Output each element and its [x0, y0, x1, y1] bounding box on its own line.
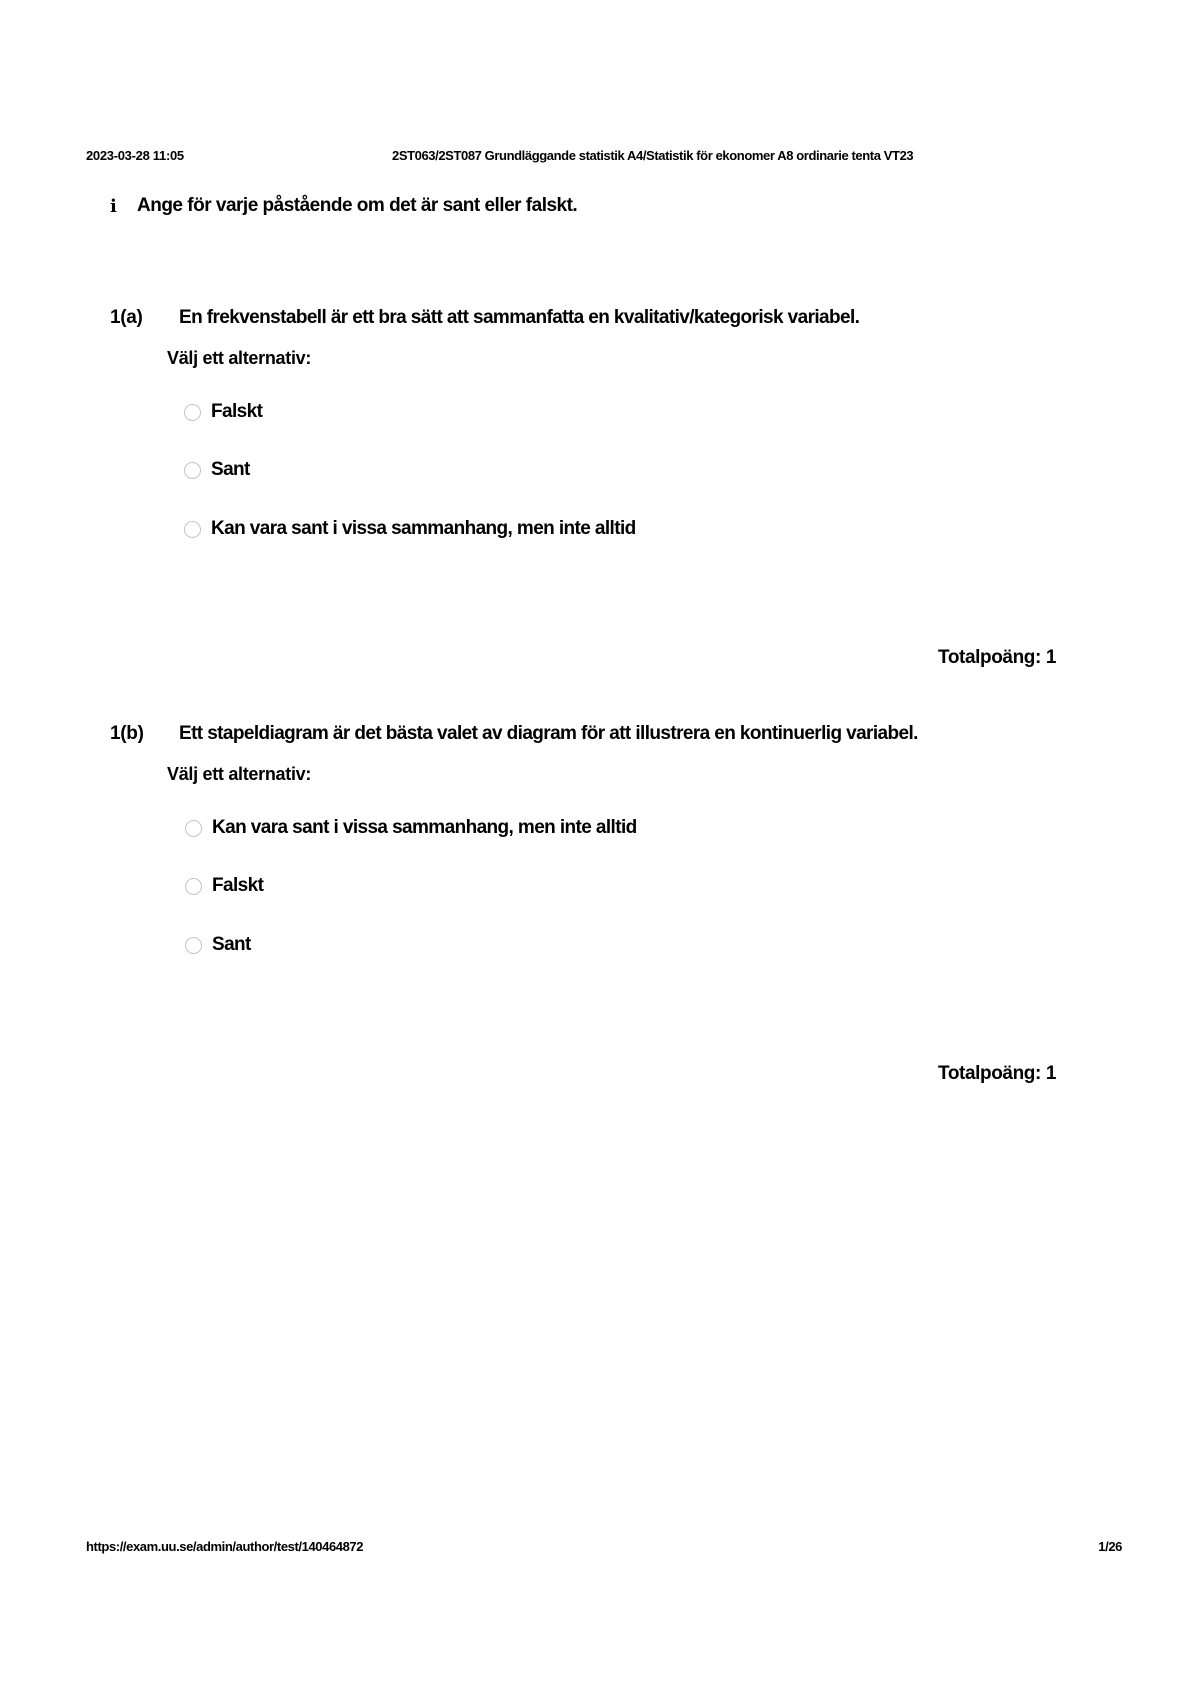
radio-button[interactable] [184, 404, 201, 421]
radio-button[interactable] [185, 878, 202, 895]
option-label: Falskt [211, 401, 263, 422]
option-label: Kan vara sant i vissa sammanhang, men inte alltid [211, 518, 636, 539]
radio-option-sant[interactable] [184, 459, 250, 481]
radio-option-kan-vara-sant[interactable] [184, 518, 636, 540]
page-number: 1/26 [1098, 1539, 1122, 1554]
radio-option-sant[interactable] [185, 934, 251, 956]
question-number: 1(a) [110, 307, 143, 328]
radio-button[interactable] [184, 462, 201, 479]
print-timestamp: 2023-03-28 11:05 [86, 148, 184, 163]
option-label: Kan vara sant i vissa sammanhang, men inte alltid [212, 817, 637, 838]
question-text: En frekvenstabell är ett bra sätt att sammanfatta en kvalitativ/kategorisk variabel. [179, 307, 860, 328]
radio-option-kan-vara-sant[interactable] [185, 817, 637, 839]
total-points: Totalpoäng: 1 [938, 647, 1056, 668]
radio-button[interactable] [185, 937, 202, 954]
radio-button[interactable] [184, 521, 201, 538]
option-label: Sant [212, 934, 251, 955]
radio-option-falskt[interactable] [185, 875, 263, 897]
page-url: https://exam.uu.se/admin/author/test/140464872 [86, 1539, 364, 1554]
exam-title: 2ST063/2ST087 Grundläggande statistik A4/Statistik för ekonomer A8 ordinarie tenta VT23 [392, 148, 914, 163]
choose-one-prompt: Välj ett alternativ: [167, 764, 312, 784]
option-label: Falskt [212, 875, 264, 896]
info-icon: i [110, 196, 117, 217]
question-text: Ett stapeldiagram är det bästa valet av diagram för att illustrera en kontinuerlig variabel. [179, 723, 918, 744]
total-points: Totalpoäng: 1 [938, 1063, 1056, 1084]
option-label: Sant [211, 459, 250, 480]
radio-option-falskt[interactable] [184, 401, 262, 423]
radio-button[interactable] [185, 820, 202, 837]
instruction-text: Ange för varje påstående om det är sant eller falskt. [137, 195, 578, 216]
question-number: 1(b) [110, 723, 144, 744]
choose-one-prompt: Välj ett alternativ: [167, 348, 312, 368]
